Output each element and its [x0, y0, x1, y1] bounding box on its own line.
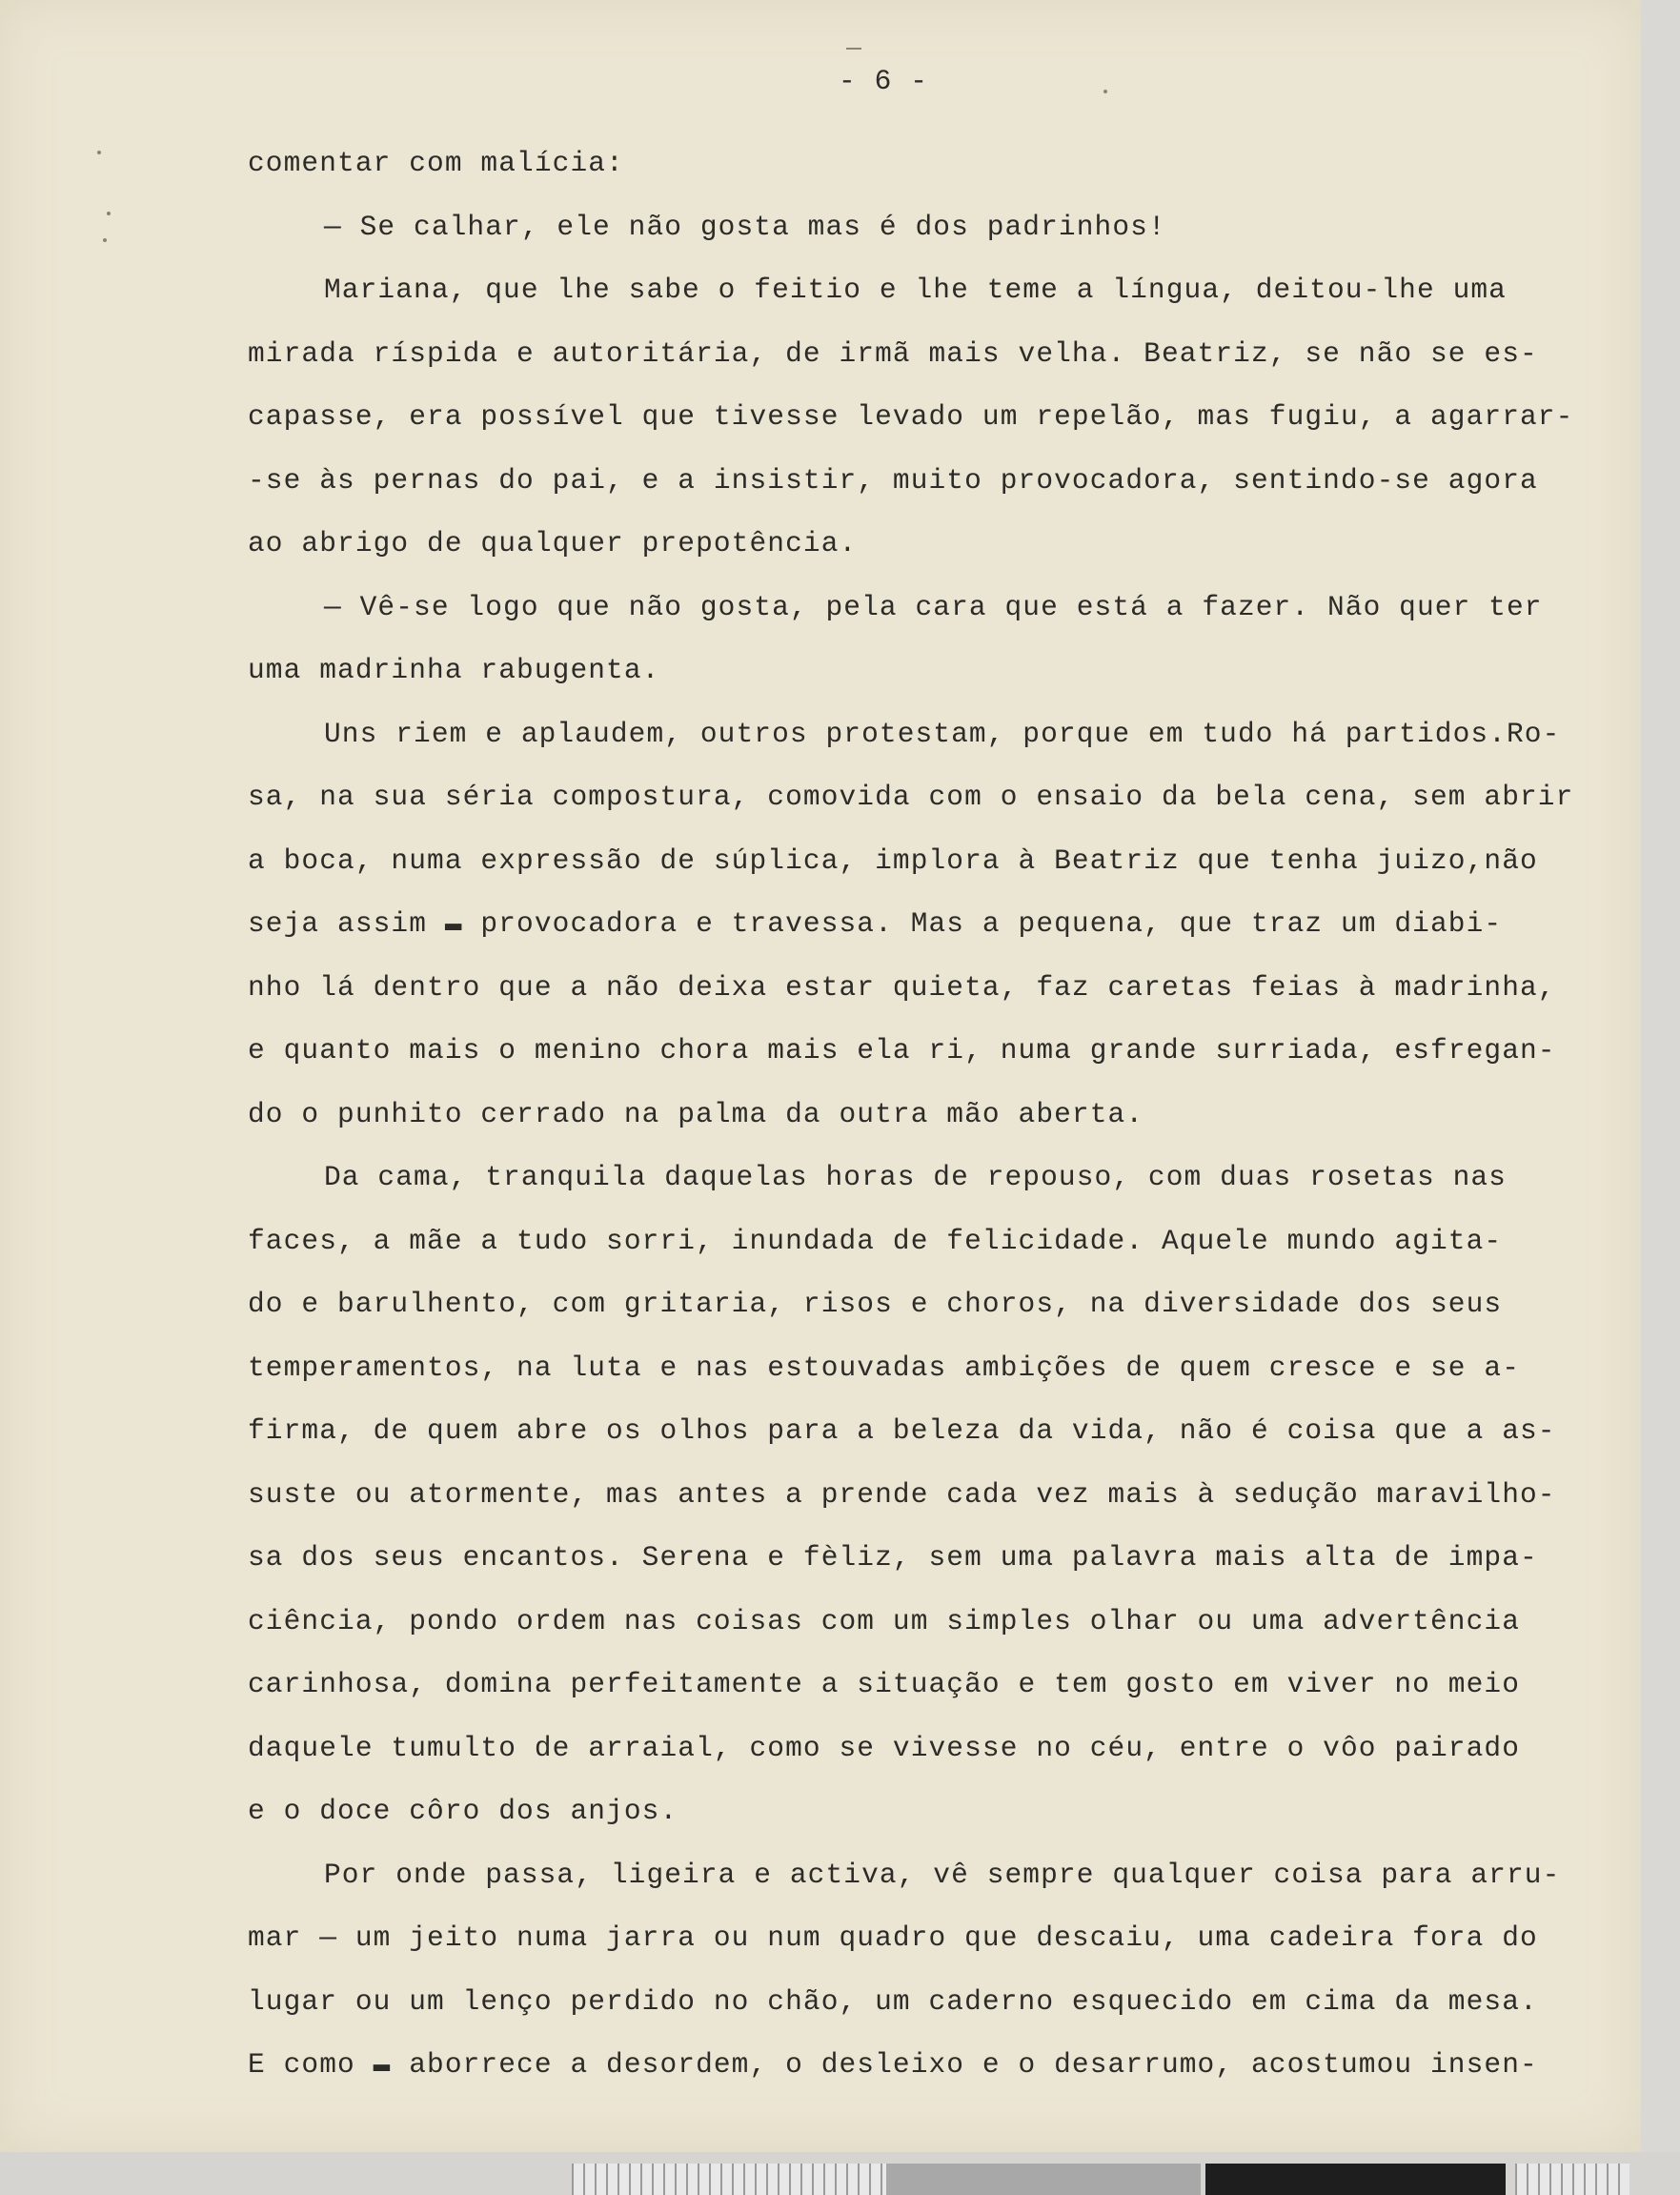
text-line: carinhosa, domina perfeitamente a situação e tem gosto em viver no meio — [248, 1668, 1521, 1700]
text-line: capasse, era possível que tivesse levado um repelão, mas fugiu, a agarrar- — [248, 400, 1574, 433]
text-line: do e barulhento, com gritaria, risos e choros, na diversidade dos seus — [248, 1288, 1503, 1320]
text-line: suste ou atormente, mas antes a prende cada vez mais à sedução maravilho- — [248, 1477, 1556, 1511]
margin-mark — [103, 238, 107, 242]
ruler-light-segment — [572, 2164, 886, 2195]
text-line: Mariana, que lhe sabe o feitio e lhe teme a língua, deitou-lhe uma — [324, 274, 1507, 306]
text-line: do o punhito cerrado na palma da outra mão aberta. — [248, 1097, 1144, 1130]
scan-ruler — [0, 2152, 1680, 2195]
text-line: mar — um jeito numa jarra ou num quadro que descaiu, uma cadeira fora do — [248, 1921, 1538, 1954]
text-line: Da cama, tranquila daquelas horas de repouso, com duas rosetas nas — [324, 1161, 1507, 1193]
text-line: -se às pernas do pai, e a insistir, muito provocadora, sentindo-se agora — [248, 463, 1538, 497]
page-top-mark — [846, 48, 861, 50]
text-line: comentar com malícia: — [248, 147, 624, 179]
text-line: firma, de quem abre os olhos para a beleza da vida, não é coisa que a as- — [248, 1414, 1556, 1447]
text-line: lugar ou um lenço perdido no chão, um caderno esquecido em cima da mesa. — [248, 1984, 1538, 2018]
text-line: Por onde passa, ligeira e activa, vê sempre qualquer coisa para arru- — [324, 1858, 1561, 1891]
ruler-light-segment — [1515, 2164, 1629, 2195]
text-line: e quanto mais o menino chora mais ela ri, numa grande surriada, esfregan- — [248, 1034, 1556, 1067]
text-line: e o doce côro dos anjos. — [248, 1795, 678, 1827]
text-line: — Se calhar, ele não gosta mas é dos padrinhos! — [324, 210, 1166, 243]
text-line: ciência, pondo ordem nas coisas com um simples olhar ou uma advertência — [248, 1604, 1521, 1637]
text-line: uma madrinha rabugenta. — [248, 654, 660, 686]
text-line: — Vê-se logo que não gosta, pela cara que está a fazer. Não quer ter — [324, 590, 1543, 623]
page-number: - 6 - — [839, 65, 929, 97]
scan-edge — [1641, 0, 1680, 2195]
text-line: faces, a mãe a tudo sorri, inundada de felicidade. Aquele mundo agita- — [248, 1224, 1503, 1257]
text-line: E como ▬ aborrece a desordem, o desleixo e o desarrumo, acostumou insen- — [248, 2048, 1538, 2081]
text-line: mirada ríspida e autoritária, de irmã mais velha. Beatriz, se não se es- — [248, 336, 1538, 370]
text-line: nho lá dentro que a não deixa estar quieta, faz caretas feias à madrinha, — [248, 970, 1556, 1004]
margin-mark — [97, 151, 101, 154]
text-line: ao abrigo de qualquer prepotência. — [248, 527, 858, 559]
typed-text-body — [248, 132, 1639, 2097]
text-line: sa dos seus encantos. Serena e fèliz, sem uma palavra mais alta de impa- — [248, 1541, 1538, 1574]
margin-mark — [1103, 90, 1107, 93]
text-line: seja assim ▬ provocadora e travessa. Mas a pequena, que traz um diabi- — [248, 907, 1503, 940]
text-line: Uns riem e aplaudem, outros protestam, porque em tudo há partidos.Ro- — [324, 717, 1561, 750]
margin-mark — [107, 212, 111, 215]
text-line: sa, na sua séria compostura, comovida com o ensaio da bela cena, sem abrir — [248, 781, 1574, 813]
text-line: a boca, numa expressão de súplica, implora à Beatriz que tenha juizo,não — [248, 843, 1538, 877]
ruler-dark-segment — [1205, 2164, 1506, 2195]
text-line: daquele tumulto de arraial, como se vivesse no céu, entre o vôo pairado — [248, 1731, 1521, 1764]
ruler-gray-segment — [886, 2164, 1201, 2195]
text-line: temperamentos, na luta e nas estouvadas ambições de quem cresce e se a- — [248, 1351, 1521, 1384]
